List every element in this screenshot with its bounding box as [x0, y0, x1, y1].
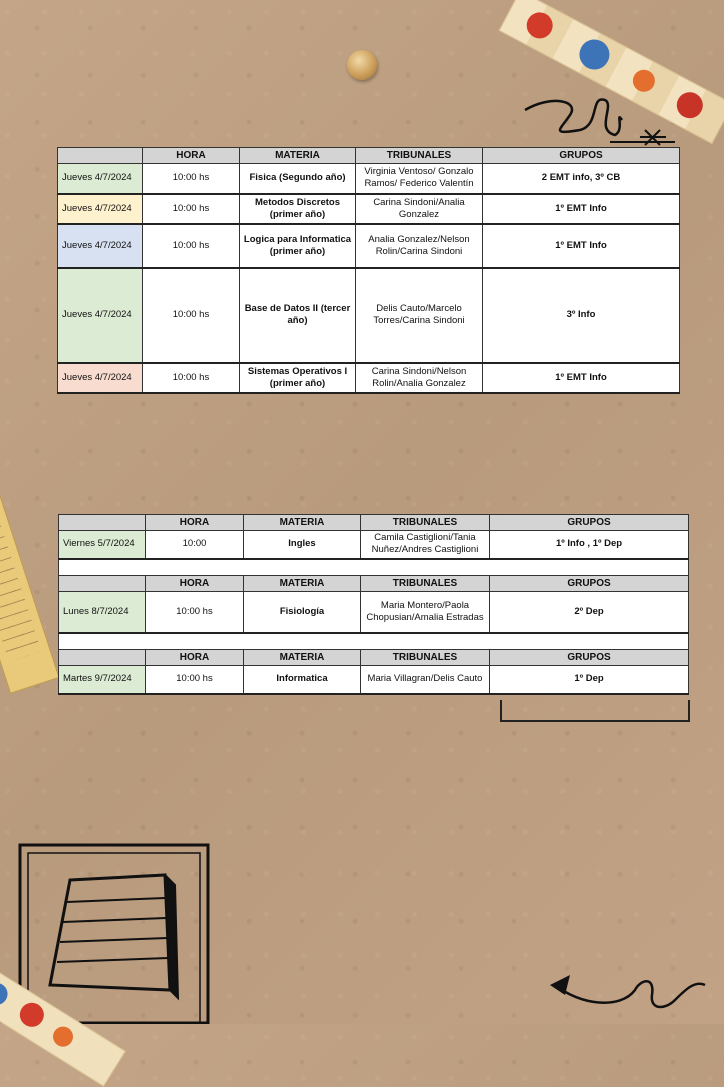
- exam-subject: Fisica (Segundo año): [240, 164, 356, 194]
- header-date: [59, 575, 146, 591]
- arrow-doodle: [540, 965, 720, 1024]
- exam-groups: 2 EMT info, 3º CB: [483, 164, 680, 194]
- exam-table-other-days: [58, 514, 689, 695]
- exam-table-jueves: [57, 147, 680, 394]
- exam-date: Martes 9/7/2024: [59, 666, 146, 694]
- header-grupos: GRUPOS: [490, 515, 689, 531]
- table-row: [58, 224, 680, 268]
- spacer-cell: [59, 559, 689, 576]
- exam-tribunal: Camila Castiglioni/Tania Nuñez/Andres Castiglioni: [361, 531, 490, 559]
- exam-time: 10:00 hs: [143, 363, 240, 393]
- exam-subject: Informatica: [244, 666, 361, 694]
- spacer-cell: [59, 633, 689, 650]
- table-header-row: [59, 515, 689, 531]
- table-row: [58, 164, 680, 194]
- exam-groups: 1º EMT Info: [483, 363, 680, 393]
- decorative-frame: [500, 700, 690, 722]
- table-row: [59, 591, 689, 633]
- exam-time: 10:00 hs: [146, 666, 244, 694]
- exam-subject: Logica para Informatica (primer año): [240, 224, 356, 268]
- exam-date: Jueves 4/7/2024: [58, 194, 143, 224]
- table-header-row: [59, 575, 689, 591]
- header-materia: MATERIA: [244, 575, 361, 591]
- exam-subject: Sistemas Operativos I (primer año): [240, 363, 356, 393]
- exam-tribunal: Virginia Ventoso/ Gonzalo Ramos/ Federico Valentín: [356, 164, 483, 194]
- exam-tribunal: Maria Villagran/Delis Cauto: [361, 666, 490, 694]
- header-tribunales: TRIBUNALES: [361, 575, 490, 591]
- exam-date: Jueves 4/7/2024: [58, 268, 143, 363]
- exam-time: 10:00 hs: [143, 224, 240, 268]
- table-row: [58, 268, 680, 363]
- header-materia: MATERIA: [244, 515, 361, 531]
- spacer-row: [59, 633, 689, 650]
- header-hora: HORA: [143, 148, 240, 164]
- exam-tribunal: Carina Sindoni/Nelson Rolin/Analia Gonzalez: [356, 363, 483, 393]
- exam-groups: 1º EMT Info: [483, 224, 680, 268]
- exam-time: 10:00 hs: [143, 194, 240, 224]
- exam-subject: Metodos Discretos (primer año): [240, 194, 356, 224]
- exam-groups: 1º EMT Info: [483, 194, 680, 224]
- header-date: [59, 515, 146, 531]
- exam-date: Viernes 5/7/2024: [59, 531, 146, 559]
- table-header-row: [59, 650, 689, 666]
- header-materia: MATERIA: [244, 650, 361, 666]
- exam-date: Jueves 4/7/2024: [58, 224, 143, 268]
- exam-time: 10:00 hs: [143, 268, 240, 363]
- header-hora: HORA: [146, 575, 244, 591]
- exam-tribunal: Analia Gonzalez/Nelson Rolin/Carina Sindoni: [356, 224, 483, 268]
- exam-time: 10:00 hs: [146, 591, 244, 633]
- notepad-doodle: [15, 840, 215, 1024]
- exam-groups: 1º Info , 1º Dep: [490, 531, 689, 559]
- table-row: [58, 194, 680, 224]
- exam-groups: 3º Info: [483, 268, 680, 363]
- scribble-doodle: [520, 90, 680, 150]
- header-tribunales: TRIBUNALES: [361, 650, 490, 666]
- exam-tribunal: Delis Cauto/Marcelo Torres/Carina Sindoni: [356, 268, 483, 363]
- exam-groups: 1º Dep: [490, 666, 689, 694]
- exam-subject: Ingles: [244, 531, 361, 559]
- handwritten-paper-strip: [0, 438, 60, 694]
- header-date: [58, 148, 143, 164]
- header-grupos: GRUPOS: [490, 575, 689, 591]
- push-pin-icon: [347, 50, 377, 80]
- exam-subject: Fisiología: [244, 591, 361, 633]
- exam-date: Jueves 4/7/2024: [58, 164, 143, 194]
- header-date: [59, 650, 146, 666]
- header-grupos: GRUPOS: [483, 148, 680, 164]
- header-tribunales: TRIBUNALES: [361, 515, 490, 531]
- header-grupos: GRUPOS: [490, 650, 689, 666]
- spacer-row: [59, 559, 689, 576]
- exam-time: 10:00: [146, 531, 244, 559]
- exam-time: 10:00 hs: [143, 164, 240, 194]
- table-row: [59, 531, 689, 559]
- header-hora: HORA: [146, 650, 244, 666]
- header-hora: HORA: [146, 515, 244, 531]
- header-tribunales: TRIBUNALES: [356, 148, 483, 164]
- table-header-row: [58, 148, 680, 164]
- table-row: [59, 666, 689, 694]
- exam-subject: Base de Datos II (tercer año): [240, 268, 356, 363]
- exam-tribunal: Carina Sindoni/Analia Gonzalez: [356, 194, 483, 224]
- header-materia: MATERIA: [240, 148, 356, 164]
- exam-date: Lunes 8/7/2024: [59, 591, 146, 633]
- exam-date: Jueves 4/7/2024: [58, 363, 143, 393]
- exam-groups: 2º Dep: [490, 591, 689, 633]
- table-row: [58, 363, 680, 393]
- exam-tribunal: Maria Montero/Paola Chopusian/Amalia Estradas: [361, 591, 490, 633]
